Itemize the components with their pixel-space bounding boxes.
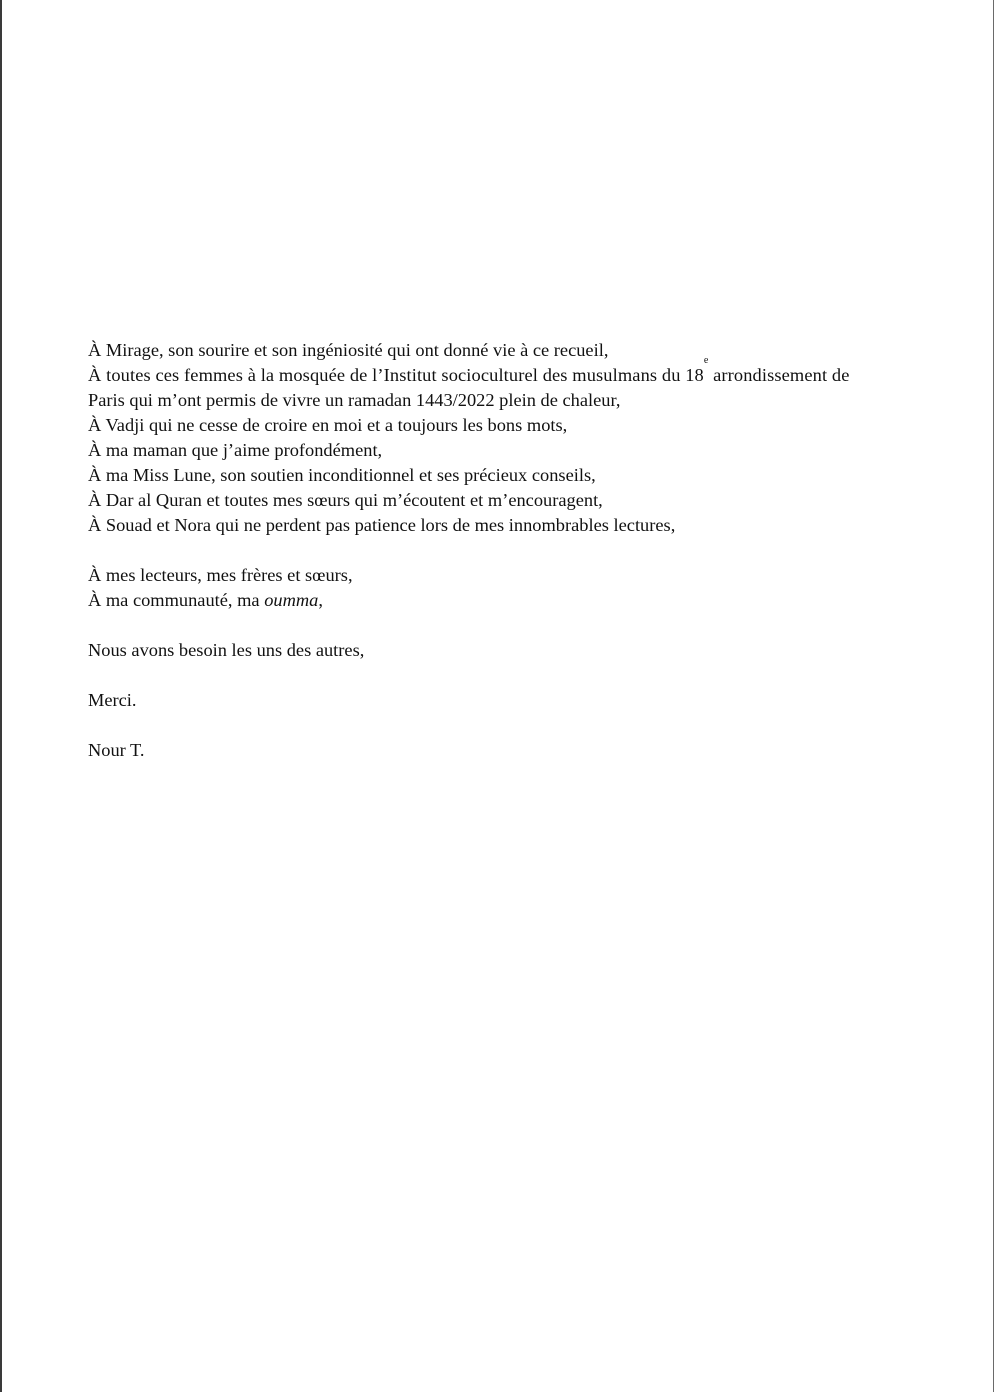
dedication-line-vadji: À Vadji qui ne cesse de croire en moi et a toujours les bons mots, — [88, 415, 568, 435]
dedication-line-souad-nora: À Souad et Nora qui ne perdent pas patience lors de mes innombrables lectures, — [88, 515, 676, 535]
dedication-line-merci: Merci. — [88, 690, 137, 710]
superscript-e: e — [703, 355, 709, 366]
author-signature: Nour T. — [88, 740, 145, 760]
dedication-line-dar-al-quran: À Dar al Quran et toutes mes sœurs qui m’écoutent et m’encouragent, — [88, 490, 603, 510]
oumma-italic: oumma — [264, 590, 319, 610]
paragraph-spacer — [88, 663, 948, 688]
dedication-line-besoin: Nous avons besoin les uns des autres, — [88, 640, 365, 660]
dedication-line-communaute — [88, 588, 948, 613]
dedication-line-miss-lune: À ma Miss Lune, son soutien inconditionnel et ses précieux conseils, — [88, 465, 596, 485]
dedication-line-maman: À ma maman que j’aime profondément, — [88, 440, 383, 460]
paragraph-spacer — [88, 538, 948, 563]
dedication-line-communaute-end: , — [318, 590, 323, 610]
dedication-line-femmes-end: arrondissement de — [708, 365, 850, 385]
dedication-line-mirage: À Mirage, son sourire et son ingéniosité qui ont donné vie à ce recueil, — [88, 340, 609, 360]
dedication-line-paris: Paris qui m’ont permis de vivre un ramadan 1443/2022 plein de chaleur, — [88, 390, 621, 410]
paragraph-spacer — [88, 713, 948, 738]
dedication-text — [88, 338, 948, 763]
dedication-line-femmes — [88, 355, 948, 388]
dedication-line-femmes-start: À toutes ces femmes à la mosquée de l’Institut socioculturel des musulmans du 18 — [88, 365, 704, 385]
dedication-line-communaute-start: À ma communauté, ma — [88, 590, 265, 610]
paragraph-spacer — [88, 613, 948, 638]
dedication-line-lecteurs: À mes lecteurs, mes frères et sœurs, — [88, 565, 353, 585]
